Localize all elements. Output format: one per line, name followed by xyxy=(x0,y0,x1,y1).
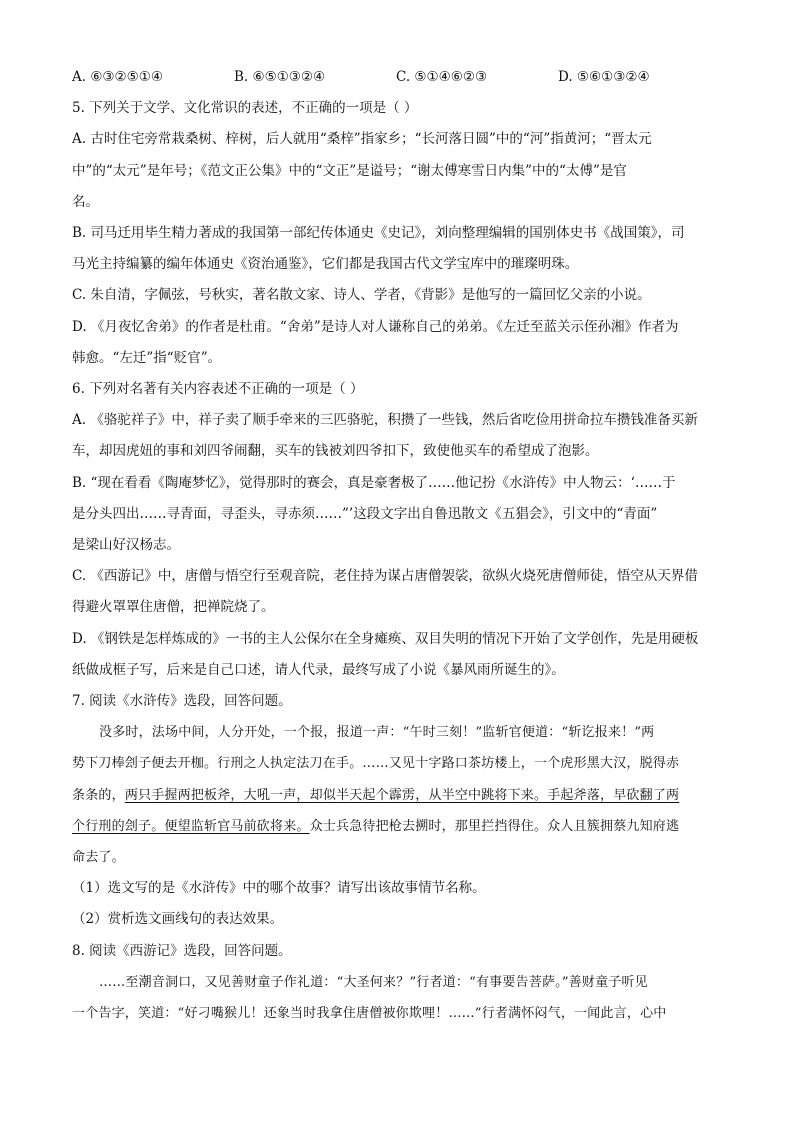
q8-excerpt-line2: 一个告字，笑道：“好刁嘴猴儿！还象当时我拿住唐僧被你欺哩！……”行者满怀闷气，一闻此言，心中 xyxy=(72,1006,667,1022)
q7-excerpt-line2: 势下刀棒刽子便去开枷。行刑之人执定法刀在手。……又见十字路口茶坊楼上，一个虎形黑大汉，脱得赤 xyxy=(72,756,680,772)
q4-options xyxy=(72,62,727,93)
q4-option-b[interactable]: B. ⑥⑤①③②④ xyxy=(234,69,326,85)
q7-subquestion-1: （1）选文写的是《水浒传》中的哪个故事？请写出该故事情节名称。 xyxy=(72,880,486,897)
question-8 xyxy=(72,936,727,1030)
q7-excerpt-line5: 命去了。 xyxy=(72,850,125,866)
q6-option-c-line2[interactable]: 得避火罩罩住唐僧，把禅院烧了。 xyxy=(72,599,275,616)
q5-option-a-line1[interactable]: A. 古时住宅旁常栽桑树、梓树，后人就用“桑梓”指家乡；“长河落日圆”中的“河”指黄河；“晋太元 xyxy=(72,131,652,148)
question-5 xyxy=(72,93,727,374)
exam-page xyxy=(72,62,727,1029)
q5-option-d-line1[interactable]: D. 《月夜忆舍弟》的作者是杜甫。“舍弟”是诗人对人谦称自己的弟弟。《左迁至蓝关示侄孙湘》作者为 xyxy=(72,318,679,335)
q7-subquestion-2: （2）赏析选文画线句的表达效果。 xyxy=(72,911,284,928)
q6-option-b-line2[interactable]: 是分头四出……寻青面，寻歪头，寻赤须……”’这段文字出自鲁迅散文《五猖会》，引文中的“青面” xyxy=(72,505,658,522)
q6-option-b-line3[interactable]: 是梁山好汉杨志。 xyxy=(72,537,180,554)
q6-option-c-line1[interactable]: C. 《西游记》中，唐僧与悟空行至观音院，老住持为谋占唐僧袈裟，欲纵火烧死唐僧师徒，悟空从天界借 xyxy=(72,568,698,585)
q4-option-c[interactable]: C. ⑤①④⑥②③ xyxy=(396,69,488,85)
q6-option-a-line1[interactable]: A. 《骆驼祥子》中，祥子卖了顺手牵来的三匹骆驼，积攒了一些钱，然后省吃俭用拼命拉车攒钱准备买新 xyxy=(72,412,698,429)
q6-option-d-line2[interactable]: 纸做成框子写，后来是自己口述，请人代录，最终写成了小说《暴风雨所诞生的》。 xyxy=(72,661,565,678)
q7-underlined-sentence-cont: 个行刑的刽子。便望监斩官马前砍将来。 xyxy=(72,818,310,834)
q6-stem: 6. 下列对名著有关内容表述不正确的一项是（ ） xyxy=(72,381,364,398)
q7-underlined-sentence: 两只手握两把板斧，大吼一声，却似半天起个霹雳，从半空中跳将下来。手起斧落，早砍翻了两 xyxy=(124,787,680,803)
q6-option-a-line2[interactable]: 车，却因虎妞的事和刘四爷闹翻，买车的钱被刘四爷扣下，致使他买车的希望成了泡影。 xyxy=(72,443,599,460)
q7-stem: 7. 阅读《水浒传》选段，回答问题。 xyxy=(72,693,292,710)
q7-excerpt-line4 xyxy=(72,811,727,842)
q6-option-b-line1[interactable]: B. “现在看看《陶庵梦忆》，觉得那时的赛会，真是豪奢极了……他记扮《水浒传》中人物云：‘……于 xyxy=(72,474,676,491)
q4-option-d[interactable]: D. ⑤⑥①③②④ xyxy=(558,69,650,85)
q7-excerpt-line1: 没多时，法场中间，人分开处，一个报，报道一声：“午时三刻！”监斩官便道：“斩讫报来！”两 xyxy=(99,725,655,741)
q7-excerpt-text: 条条的， xyxy=(72,787,125,803)
q5-option-c-line1[interactable]: C. 朱自清，字佩弦，号秋实，著名散文家、诗人、学者，《背影》是他写的一篇回忆父亲的小说。 xyxy=(72,287,651,304)
q7-excerpt-text: 众士兵急待把枪去搠时，那里拦挡得住。众人且簇拥蔡九知府逃 xyxy=(309,818,680,834)
q5-option-a-line2[interactable]: 中”的“太元”是年号；《范文正公集》中的“文正”是谥号；“谢太傅寒雪日内集”中的“太傅”是官 xyxy=(72,162,627,179)
q5-option-d-line2[interactable]: 韩愈。“左迁”指“贬官”。 xyxy=(72,349,222,366)
q8-stem: 8. 阅读《西游记》选段，回答问题。 xyxy=(72,942,292,959)
q8-excerpt-line1: ……至潮音洞口，又见善财童子作礼道：“大圣何来？”行者道：“有事要告菩萨。”善财童子听见 xyxy=(99,974,648,990)
question-7 xyxy=(72,686,727,936)
q5-option-b-line2[interactable]: 马光主持编纂的编年体通史《资治通鉴》，它们都是我国古代文学宝库中的璀璨明珠。 xyxy=(72,256,579,273)
q7-excerpt-line3 xyxy=(72,780,727,811)
q5-stem: 5. 下列关于文学、文化常识的表述，不正确的一项是（ ） xyxy=(72,100,418,117)
q5-option-b-line1[interactable]: B. 司马迁用毕生精力著成的我国第一部纪传体通史《史记》，刘向整理编辑的国别体史书《战国策》，司 xyxy=(72,225,685,242)
q5-option-a-line3[interactable]: 名。 xyxy=(72,193,99,210)
question-6 xyxy=(72,374,727,686)
q4-option-a[interactable]: A. ⑥③②⑤①④ xyxy=(72,69,163,85)
q6-option-d-line1[interactable]: D. 《钢铁是怎样炼成的》一书的主人公保尔在全身瘫痪、双目失明的情况下开始了文学创作，先是用硬板 xyxy=(72,630,699,647)
